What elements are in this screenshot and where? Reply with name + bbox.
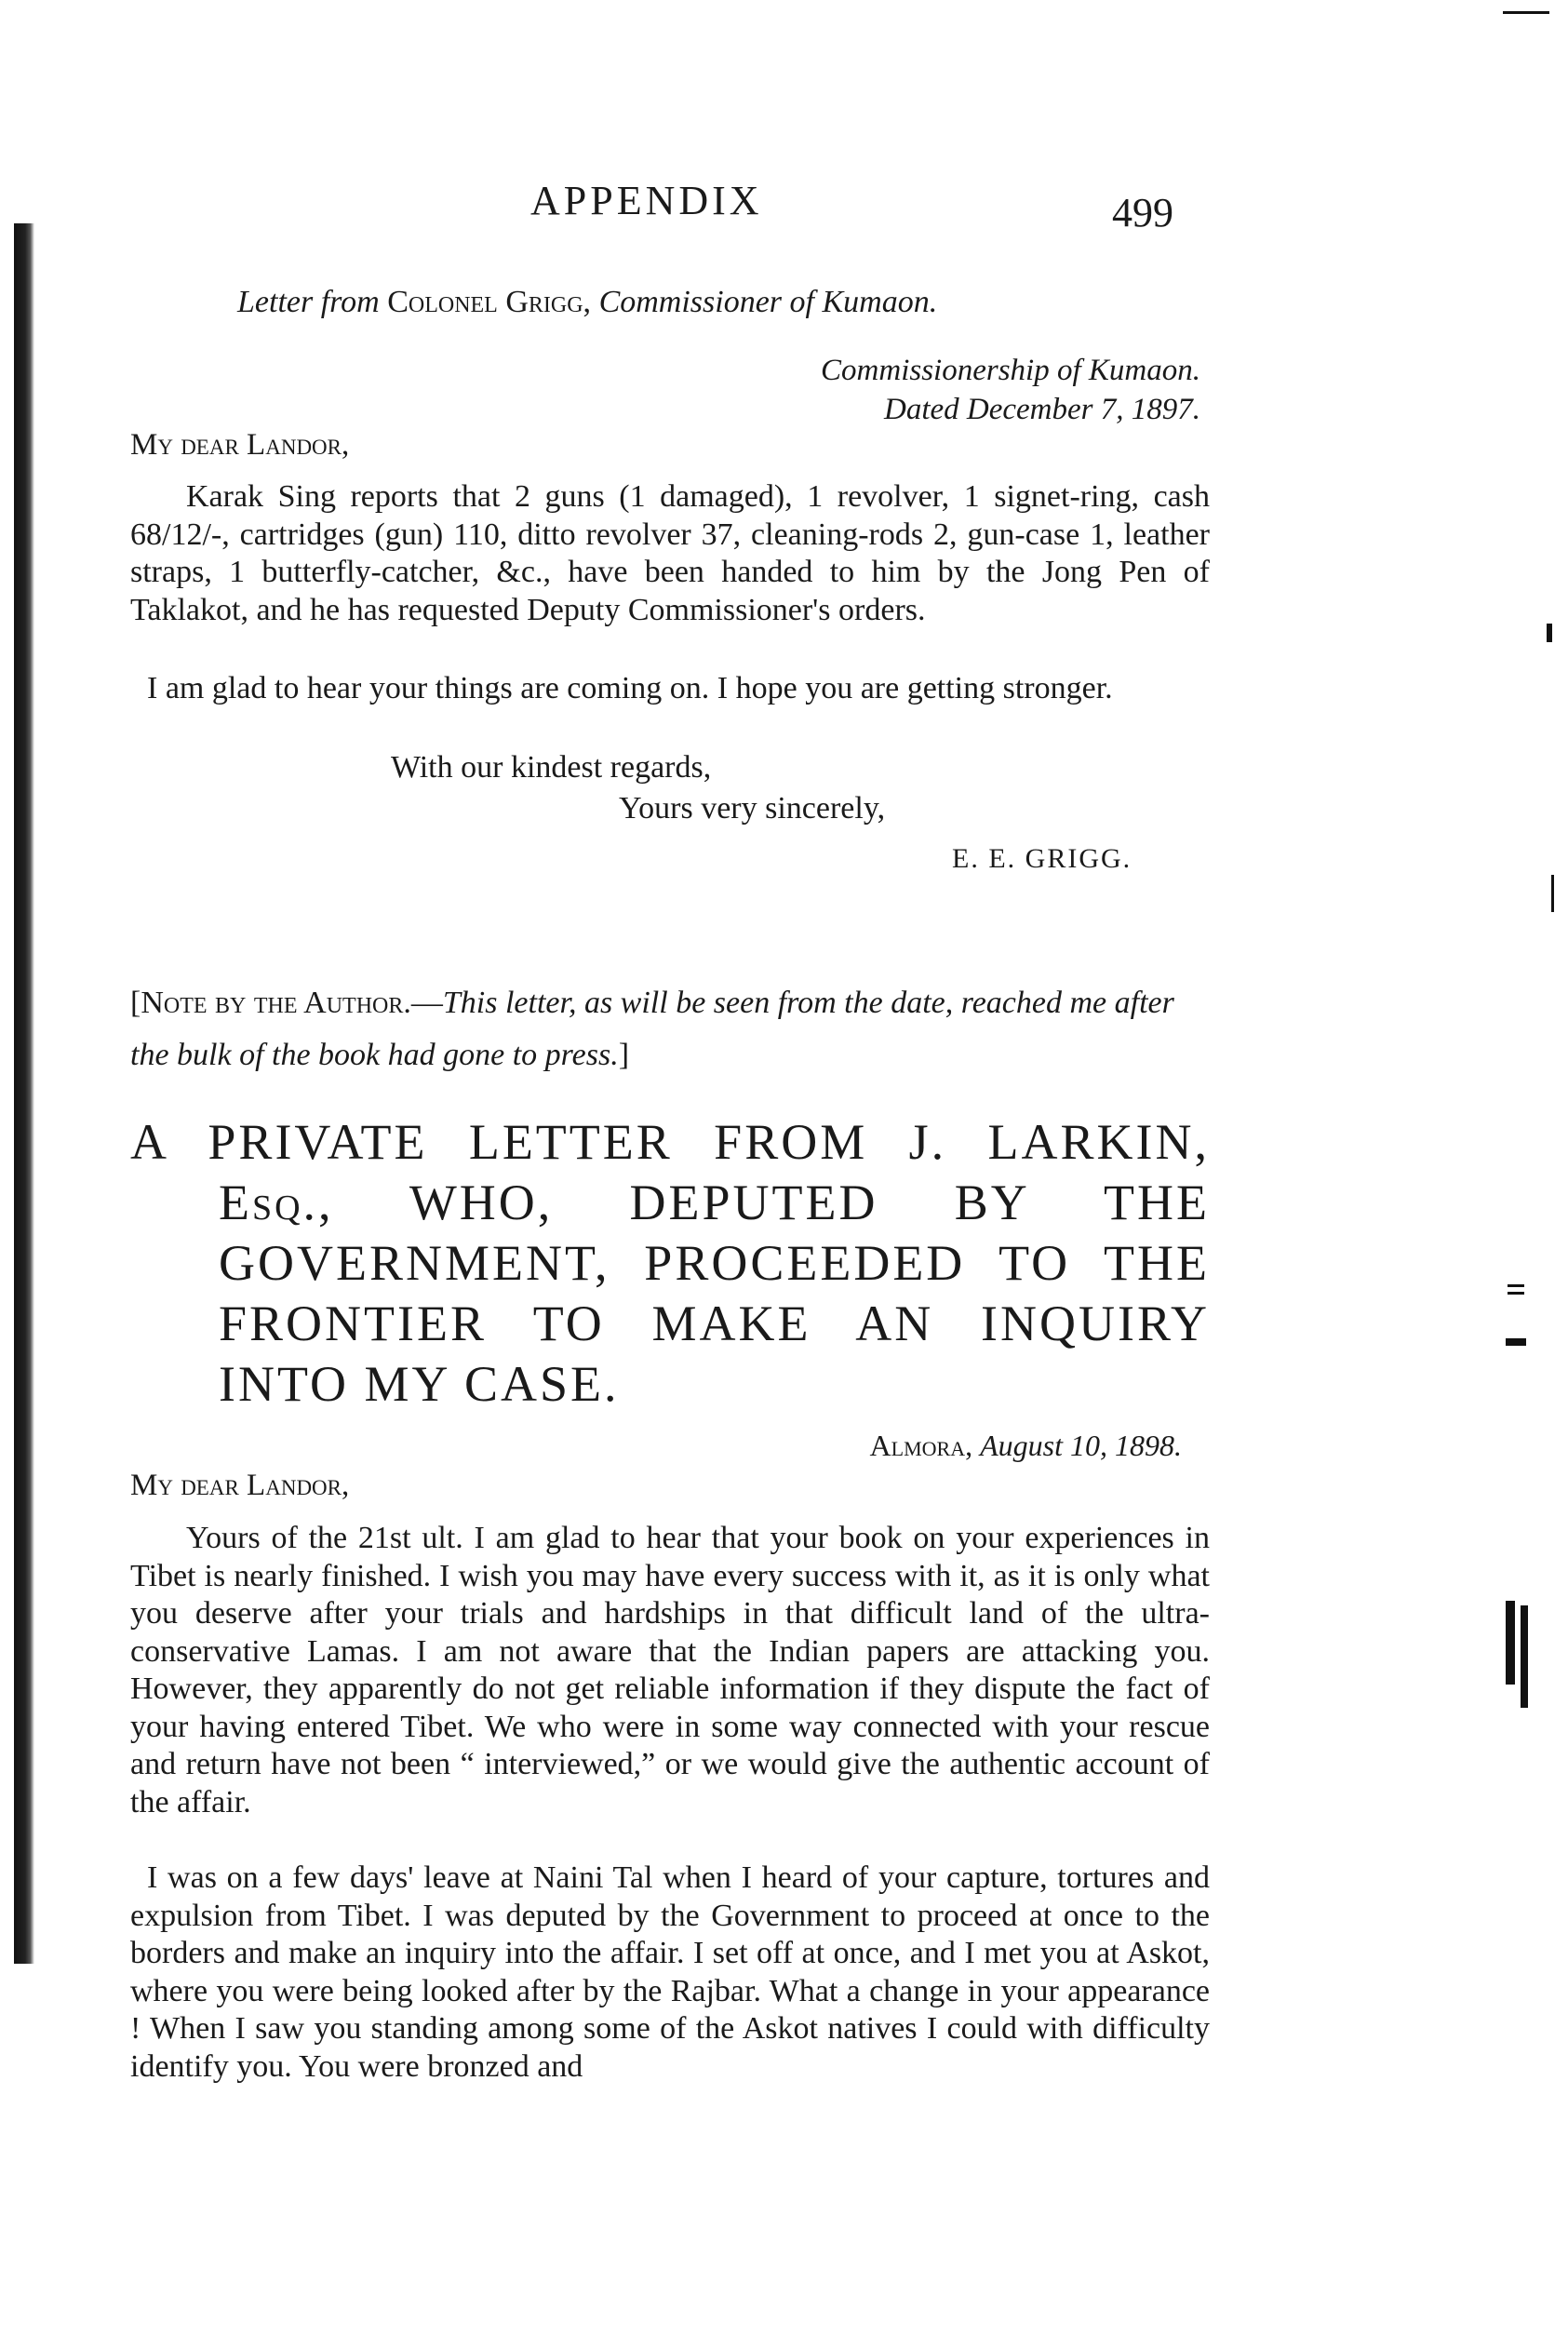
letter2-salutation: My dear Landor,	[130, 1469, 350, 1502]
section-heading-esq: Esq.,	[219, 1175, 334, 1230]
scan-mark-right-3	[1508, 1284, 1524, 1287]
scan-mark-right-7	[1521, 1605, 1528, 1708]
scan-mark-right-6	[1506, 1601, 1515, 1685]
letter2-date: August 10, 1898.	[980, 1429, 1182, 1462]
letter2-place: Almora,	[869, 1429, 973, 1462]
letter-closing-regards: With our kindest regards,	[391, 750, 712, 785]
section-heading-part2: WHO, DEPUTED BY THE GOVERNMENT, PROCEEDED TO THE FRONTIER TO MAKE AN INQUIRY INTO MY CASE.	[219, 1175, 1210, 1412]
scan-binding-shadow	[14, 223, 34, 1964]
letter-heading	[237, 285, 937, 320]
author-note	[130, 977, 1210, 1081]
author-note-close-bracket: ]	[618, 1038, 630, 1072]
author-note-text: This letter, as will be seen from the date, reached me after the bulk of the book had gone to press.	[130, 986, 1174, 1072]
letter2-dateline	[651, 1429, 1182, 1463]
author-note-dash: —	[410, 986, 443, 1020]
letter-heading-title: Commissioner of Kumaon.	[598, 285, 938, 319]
letter-signature: E. E. GRIGG.	[952, 843, 1132, 874]
letter2-paragraph: Yours of the 21st ult. I am glad to hear that your book on your experiences in Tibet is nearly finished. I wish you may have every success with it, as it is only what you deserve after your trials and hardships in that difficult land of the ultra-conservative Lamas. I am not aware that the Indian papers are attacking you. However, they apparently do not get reliable information if they dispute the fact of your having entered Tibet. We who were in some way connected with your rescue and return have not been “ interviewed,” or we would give the authentic account of the affair.	[130, 1521, 1210, 1819]
letter-date: Dated December 7, 1897.	[884, 393, 1200, 426]
page-number: 499	[1112, 190, 1173, 235]
letter-paragraph: Karak Sing reports that 2 guns (1 damaged), 1 revolver, 1 signet-ring, cash 68/12/-, cartridges (gun) 110, ditto revolver 37, cleaning-rods 2, gun-case 1, leather straps, 1 butterfly-catcher, &c., have been handed to him by the Jong Pen of Taklakot, and he has requested Deputy Commissioner's orders.	[130, 479, 1210, 627]
scan-mark-right-5	[1506, 1338, 1526, 1346]
letter-address: Commissionership of Kumaon.	[821, 354, 1200, 387]
letter-salutation: My dear Landor,	[130, 428, 350, 462]
running-header-title: APPENDIX	[530, 178, 763, 223]
letter-heading-prefix: Letter from	[237, 285, 380, 319]
letter2-paragraph: I was on a few days' leave at Naini Tal when I heard of your capture, tortures and expulsion from Tibet. I was deputed by the Government to proceed at once to the borders and make an inquiry into the affair. I set off at once, and I met you at Askot, where you were being looked after by the Rajbar. What a change in your appearance ! When I saw you standing among some of the Askot natives I could with difficulty identify you. You were bronzed and	[130, 1860, 1210, 2084]
scan-mark-right-1	[1547, 624, 1552, 642]
author-note-label: Note by the Author.	[141, 986, 411, 1020]
scan-mark-top-right	[1503, 11, 1549, 14]
scan-mark-right-2	[1551, 875, 1554, 912]
letter-heading-author: Colonel Grigg,	[387, 285, 592, 319]
section-heading-part1: A PRIVATE LETTER FROM J. LARKIN,	[130, 1114, 1210, 1170]
letter-paragraph: I am glad to hear your things are coming on. I hope you are getting stronger.	[147, 671, 1113, 705]
scan-mark-right-4	[1508, 1292, 1524, 1295]
section-heading	[130, 1112, 1210, 1415]
author-note-open-bracket: [	[130, 986, 141, 1020]
letter-closing-sincerely: Yours very sincerely,	[619, 791, 886, 826]
